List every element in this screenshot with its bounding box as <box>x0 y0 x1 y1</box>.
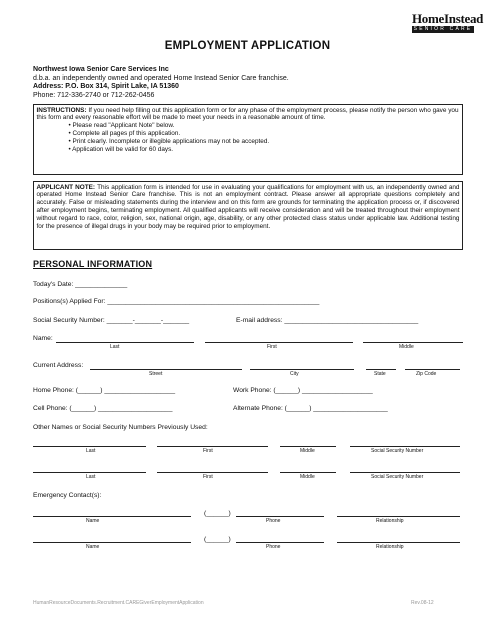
other-last-line[interactable] <box>33 446 146 447</box>
instructions-text: If you need help filling out this application form or for any phase of the employment process, please notify the person who gave you this form and every reasonable effort will be made to meet your needs in a reasonable amount of time. <box>36 106 459 122</box>
caption-ssn: Social Security Number <box>371 474 424 480</box>
instructions-box <box>33 104 463 175</box>
instruction-bullet: • Please read "Applicant Note" below. <box>68 122 175 130</box>
zip-line[interactable] <box>405 369 460 370</box>
caption-relationship: Relationship <box>376 544 404 550</box>
section-title-personal-information: PERSONAL INFORMATION <box>33 259 153 269</box>
caption-street: Street <box>149 371 163 377</box>
emergency-contacts-label: Emergency Contact(s): <box>33 492 102 499</box>
emergency-relationship-line[interactable] <box>337 542 460 543</box>
middle-name-line[interactable] <box>363 342 463 343</box>
caption-state: State <box>374 371 386 377</box>
caption-zip: Zip Code <box>416 371 437 377</box>
caption-middle: Middle <box>300 474 315 480</box>
caption-middle: Middle <box>399 344 414 350</box>
org-dba: d.b.a. an independently owned and operated Home Instead Senior Care franchise. <box>33 74 289 82</box>
caption-relationship: Relationship <box>376 518 404 524</box>
emergency-phone-line[interactable] <box>236 542 324 543</box>
applicant-note-label: APPLICANT NOTE: <box>36 183 96 191</box>
emergency-phone-line[interactable] <box>236 516 324 517</box>
applicant-note-box <box>33 181 463 250</box>
other-middle-line[interactable] <box>280 446 336 447</box>
other-ssn-line[interactable] <box>350 472 460 473</box>
page-title: EMPLOYMENT APPLICATION <box>164 40 331 52</box>
caption-first: First <box>203 474 213 480</box>
caption-city: City <box>290 371 299 377</box>
home-instead-logo <box>412 11 484 33</box>
home-phone-field[interactable]: Home Phone: (______) ___________________ <box>33 387 176 394</box>
logo-brand: HomeInstead <box>412 11 484 26</box>
instruction-bullet: • Complete all pages pf this application. <box>68 130 181 138</box>
caption-ssn: Social Security Number <box>371 448 424 454</box>
org-phone: Phone: 712-336-2740 or 712-262-0456 <box>33 91 155 99</box>
ssn-field[interactable]: Social Security Number: _______-_______-_______ <box>33 317 190 324</box>
positions-applied-field[interactable]: Positions(s) Applied For: _________________________________________________________ <box>33 298 320 305</box>
org-address: Address: P.O. Box 314, Spirit Lake, IA 51360 <box>33 83 179 91</box>
caption-phone: Phone <box>266 518 281 524</box>
emergency-name-line[interactable] <box>33 516 191 517</box>
caption-last: Last <box>86 448 96 454</box>
footer-revision: Rev.08-12 <box>411 600 434 606</box>
other-first-line[interactable] <box>157 446 268 447</box>
emergency-relationship-line[interactable] <box>337 516 460 517</box>
name-label: Name: <box>33 335 53 342</box>
organization-info <box>33 66 289 100</box>
cell-phone-field[interactable]: Cell Phone: (______) ____________________ <box>33 405 173 412</box>
street-line[interactable] <box>90 369 242 370</box>
first-name-line[interactable] <box>205 342 353 343</box>
instruction-bullet: • Application will be valid for 60 days. <box>68 146 174 154</box>
todays-date-field[interactable]: Today's Date: ______________ <box>33 281 128 288</box>
current-address-label: Current Address: <box>33 362 84 369</box>
other-ssn-line[interactable] <box>350 446 460 447</box>
emergency-name-line[interactable] <box>33 542 191 543</box>
emergency-area-code[interactable]: (______) <box>204 510 231 517</box>
caption-last: Last <box>110 344 120 350</box>
logo-tagline: SENIOR CARE <box>413 26 473 32</box>
footer-document-id: HumanResourceDocuments.Recruitment.CAREGiverEmploymentApplication <box>33 600 204 606</box>
last-name-line[interactable] <box>56 342 194 343</box>
applicant-note-text: This application form is intended for use in evaluating your qualifications for employment with us, an independently owned and operated Home Instead Senior Care franchise. This is not an employment contract. Please answer all appropriate questions completely and accurately. False or misleading statements during the interview and on this form are grounds for terminating the application process or, if discovered after employment begins, terminating employment. All qualified applicants will receive consideration and will be treated throughout their employment without regard to race, color, religion, sex, national origin, age, disability, or any other protected class status under applicable law. Additional testing for the presence of illegal drugs in your body may be required prior to employment. <box>36 183 460 231</box>
other-middle-line[interactable] <box>280 472 336 473</box>
caption-phone: Phone <box>266 544 281 550</box>
other-names-label: Other Names or Social Security Numbers Previously Used: <box>33 424 208 431</box>
other-last-line[interactable] <box>33 472 146 473</box>
state-line[interactable] <box>366 369 396 370</box>
alternate-phone-field[interactable]: Alternate Phone: (______) ____________________ <box>233 405 388 412</box>
city-line[interactable] <box>250 369 354 370</box>
caption-name: Name <box>86 544 100 550</box>
caption-first: First <box>203 448 213 454</box>
caption-first: First <box>267 344 277 350</box>
instructions-label: INSTRUCTIONS: <box>36 106 87 114</box>
caption-last: Last <box>86 474 96 480</box>
instruction-bullet: • Print clearly. Incomplete or illegible applications may not be accepted. <box>68 138 270 146</box>
org-name: Northwest Iowa Senior Care Services Inc <box>33 66 169 73</box>
email-field[interactable]: E-mail address: ____________________________________ <box>236 317 419 324</box>
caption-middle: Middle <box>300 448 315 454</box>
work-phone-field[interactable]: Work Phone: (______) ___________________ <box>233 387 373 394</box>
emergency-area-code[interactable]: (______) <box>204 536 231 543</box>
caption-name: Name <box>86 518 100 524</box>
other-first-line[interactable] <box>157 472 268 473</box>
